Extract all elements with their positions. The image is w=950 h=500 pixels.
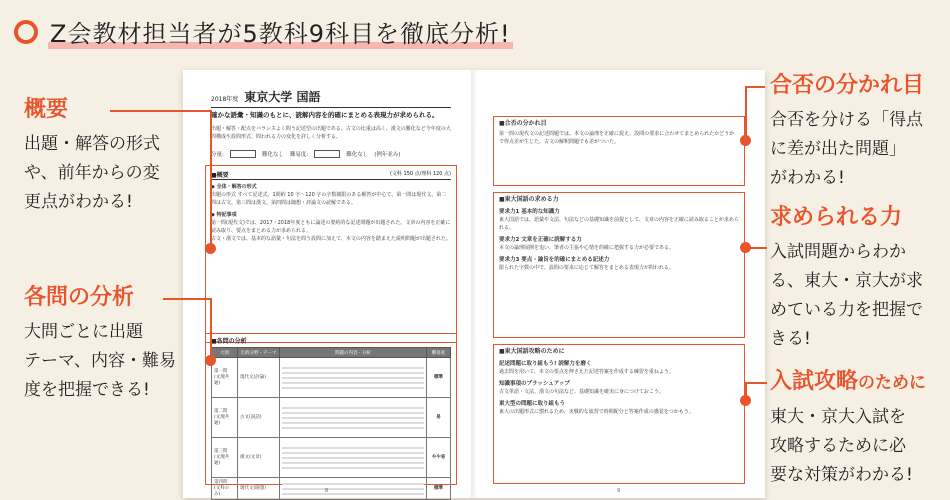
annotation-turning-point — [770, 70, 945, 193]
overview-points: (文科 150 点/理科 120 点) — [389, 171, 451, 177]
overview-title: ■概要 — [211, 172, 229, 179]
annotation-line: がわかる! — [770, 168, 845, 188]
question-sub: (文理共通) — [214, 414, 230, 426]
strategy-block — [499, 348, 739, 416]
meta-label: 難易度: — [289, 152, 309, 158]
strategy-text: 東大の出題形式に慣れるため、実戦的な演習で時間配分と答案作成の感覚をつかもう。 — [499, 409, 694, 415]
book-summary: 出題・解答・配点をバランスよく問う記述型の出題である。古文の比重は高く、漢文の難化など今年度の大問構成や設問形式、問われる力の変化を詳しく分析する。 — [211, 126, 451, 140]
annotation-line: 出題・解答の形式 — [24, 134, 160, 154]
meta-label: 分量: — [211, 152, 224, 158]
connector-dot — [205, 243, 216, 254]
strategy-heading: 記述問題に取り組もう! 読解力を磨く — [499, 361, 592, 367]
question-sub: (文理共通) — [214, 374, 230, 386]
annotation-line: 要な対策がわかる! — [770, 465, 913, 485]
page-number-right: 9 — [617, 488, 621, 494]
annotation-line: に差が出た問題」 — [770, 139, 906, 159]
question-label: 第一問 — [214, 368, 228, 374]
table-row — [212, 398, 451, 438]
analysis-title: ■各問の分析 — [211, 338, 247, 345]
table-cell-question — [212, 478, 238, 500]
table-row — [212, 438, 451, 478]
book-meta — [211, 150, 401, 158]
annotation-line: 入試問題からわか — [770, 242, 906, 262]
strategy-text: 古文単語・文法、漢文の句法など、基礎知識を確実に身につけておこう。 — [499, 389, 664, 395]
table-header: 大問 — [212, 348, 238, 358]
book-page-right — [475, 70, 765, 498]
connector-dot — [205, 355, 216, 366]
overview-item: 古文・漢文では、基本的な語彙・句法を問う設問に加えて、本文の内容を踏まえた説明問題が出題された。 — [211, 236, 451, 242]
annotation-title: 合否の分かれ目 — [770, 73, 925, 98]
analysis-table — [211, 347, 451, 500]
connector-dot — [740, 395, 751, 406]
annotation-line: めている力を把握で — [770, 300, 923, 320]
table-cell-source: 現代文(評論) — [238, 358, 280, 398]
question-sub: (文理共通) — [214, 454, 230, 466]
table-cell-difficulty: 標準 — [427, 358, 451, 398]
analysis-heading — [211, 336, 451, 345]
skill-heading: 要求力1 基本的な知識力 — [499, 209, 560, 215]
annotation-title-main: 入試攻略 — [770, 369, 859, 394]
block-title: ■合否の分かれ目 — [499, 120, 547, 127]
meta-value: 難化なし — [346, 152, 369, 158]
question-sub: (文科のみ) — [214, 485, 230, 497]
connector-line — [110, 110, 210, 112]
table-cell-content — [280, 358, 427, 398]
skill-heading: 要求力3 要点・論旨を的確にまとめる記述力 — [499, 257, 610, 263]
book-year: 2018年度 — [211, 96, 239, 103]
strategy-heading: 知識事項のブラッシュアップ — [499, 381, 570, 387]
book-university: 東京大学 国語 — [244, 90, 321, 104]
annotation-title: 概要 — [24, 97, 69, 122]
circle-logo-icon — [14, 20, 38, 44]
connector-line — [745, 86, 765, 88]
block-title: ■東大国語攻略のために — [499, 348, 565, 355]
question-label: 第三問 — [214, 448, 228, 454]
question-label: 第四問 — [214, 479, 228, 485]
overview-item: 出題の形式 すべて記述式。1問約 10 字〜120 字の字数制限のある解答が中心で、第一問は現代文、第二問は古文、第三問は漢文、第四問は随想・評論文の読解である。 — [211, 192, 447, 206]
annotation-line: 合否を分ける「得点 — [770, 110, 923, 130]
connector-dot — [740, 242, 751, 253]
table-cell-source: 古文(説話) — [238, 398, 280, 438]
table-cell-difficulty: 易 — [427, 398, 451, 438]
page-title: Z会教材担当者が5教科9科目を徹底分析! — [48, 14, 513, 49]
strategy-text: 過去問を用いて、本文の要点を押さえた記述答案を作成する練習を重ねよう。 — [499, 369, 674, 375]
table-header: 難易度 — [427, 348, 451, 358]
divider — [211, 179, 451, 180]
annotation-line: 攻略するために必 — [770, 436, 906, 456]
meta-note: (例年並み) — [374, 152, 401, 158]
table-cell-content — [280, 438, 427, 478]
skill-text: 本文の論理展開を追い、筆者の主張や心情を的確に把握する力が必要である。 — [499, 245, 675, 251]
overview-body — [211, 183, 451, 243]
overview-heading — [211, 170, 451, 179]
annotation-line: や、前年からの変 — [24, 163, 160, 183]
overview-item: ◆ 特記事項 — [211, 212, 237, 218]
overview-item: ◆ 全体・解答の形式 — [211, 184, 257, 190]
skills-block — [499, 196, 739, 272]
connector-line — [210, 298, 212, 360]
table-cell-difficulty: 標準 — [427, 478, 451, 500]
annotation-strategy — [770, 366, 945, 490]
connector-dot — [740, 135, 751, 146]
skill-text: 東大国語では、語彙や文法、句法などの基礎知識を前提として、文章の内容を正確に読み取ることが求められる。 — [499, 217, 739, 231]
table-header-row — [212, 348, 451, 358]
connector-line — [163, 298, 210, 300]
skill-heading: 要求力2 文章を正確に読解する力 — [499, 237, 582, 243]
meta-value: 難化なし — [261, 152, 284, 158]
book-lead: 確かな語彙・知識のもとに、読解内容を的確にまとめる表現力が求められる。 — [211, 111, 439, 119]
book-page-left — [183, 70, 473, 498]
block-text: 第一問の現代文の記述問題では、本文の論理を正確に捉え、設問の要求に合わせてまとめられたかどうかで得点差が生じた。古文の解釈問題でも差がついた。 — [499, 131, 735, 145]
book-heading — [211, 88, 451, 108]
page-number-left: 8 — [325, 488, 329, 494]
strategy-heading: 東大型の問題に取り組もう — [499, 401, 566, 407]
annotation-title: 各問の分析 — [24, 285, 135, 310]
block-title: ■東大国語の求める力 — [499, 196, 559, 203]
annotation-required-skills — [770, 202, 945, 354]
overview-item: 第一問(現代文)では、2017・2018年度ともに論述の要約的な記述問題が出題された。文章の内容を正確に読み取り、要点をまとめる力が求められる。 — [211, 220, 451, 234]
connector-line — [745, 86, 747, 140]
meta-box — [314, 150, 340, 158]
table-header: 問題の内容・分析 — [280, 348, 427, 358]
annotation-title-small: のために — [858, 373, 927, 393]
table-cell-source: 現代文(随想) — [238, 478, 280, 500]
table-row — [212, 478, 451, 500]
annotation-title: 求められる力 — [770, 205, 903, 230]
table-cell-question — [212, 438, 238, 478]
annotation-line: 大問ごとに出題 — [24, 322, 143, 342]
header — [14, 14, 513, 49]
skill-text: 限られた字数の中で、設問の要求に応じて解答をまとめる表現力が問われる。 — [499, 265, 674, 271]
annotation-line: 度を把握できる! — [24, 380, 150, 400]
annotation-analysis — [24, 282, 179, 405]
meta-box — [230, 150, 256, 158]
annotation-overview — [24, 94, 179, 217]
table-cell-source: 漢文(文章) — [238, 438, 280, 478]
table-header: 出典分野・テーマ — [238, 348, 280, 358]
table-row — [212, 358, 451, 398]
annotation-title — [770, 366, 945, 399]
table-cell-content — [280, 478, 427, 500]
turning-point-block — [499, 120, 739, 146]
table-cell-content — [280, 398, 427, 438]
annotation-line: きる! — [770, 329, 811, 349]
table-cell-question — [212, 398, 238, 438]
annotation-line: 東大・京大入試を — [770, 407, 906, 427]
table-cell-question — [212, 358, 238, 398]
book-spread — [183, 70, 765, 498]
annotation-line: テーマ、内容・難易 — [24, 351, 176, 371]
connector-line — [210, 110, 212, 248]
question-label: 第二問 — [214, 408, 228, 414]
connector-line — [745, 382, 767, 384]
table-cell-difficulty: やや易 — [427, 438, 451, 478]
annotation-line: る、東大・京大が求 — [770, 271, 923, 291]
annotation-line: 更点がわかる! — [24, 192, 133, 212]
